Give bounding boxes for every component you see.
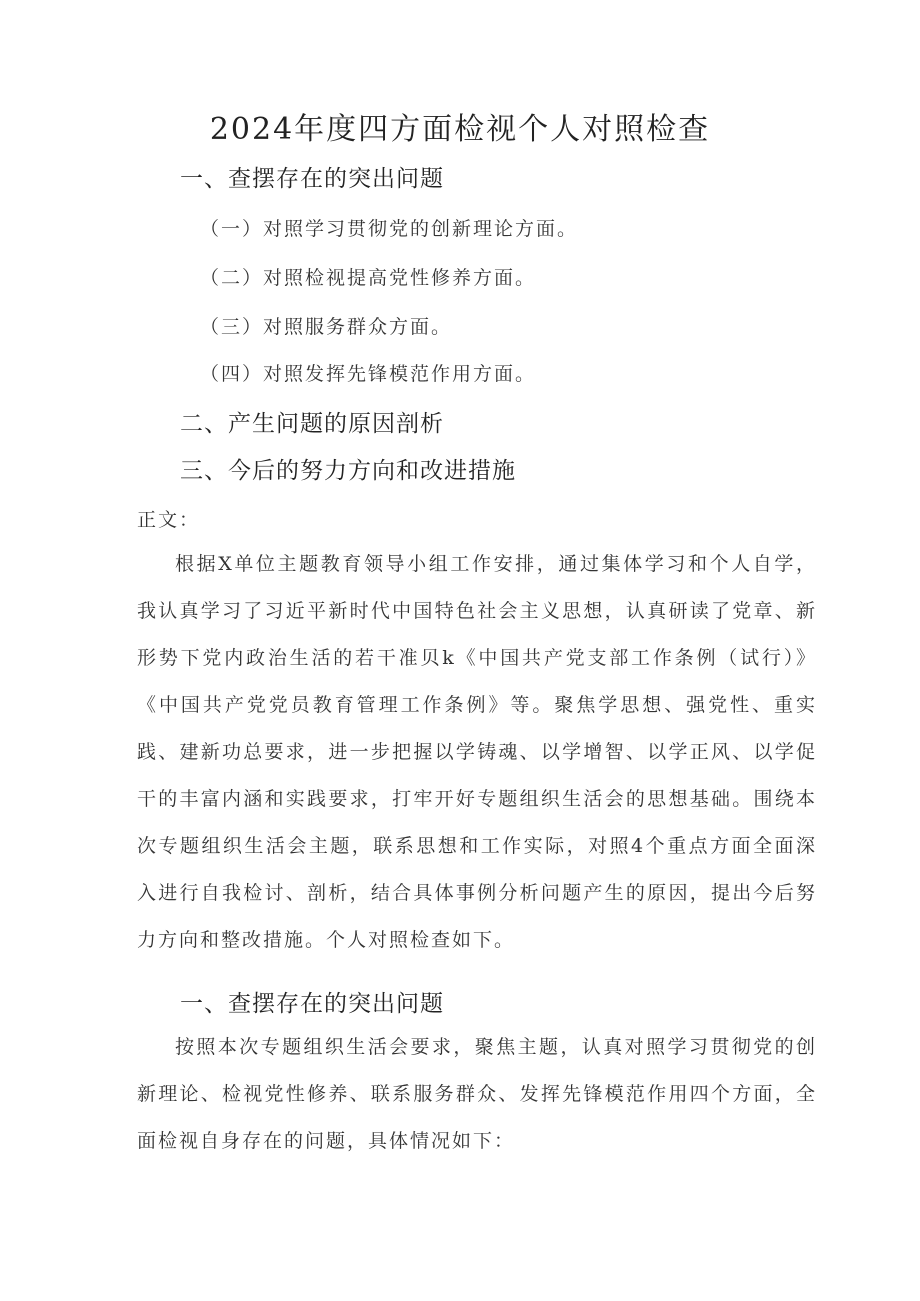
outline-section-1: 一、查摆存在的突出问题 — [180, 166, 444, 192]
body-section-1-heading: 一、查摆存在的突出问题 — [180, 991, 444, 1017]
outline-section-2: 二、产生问题的原因剖析 — [180, 411, 444, 437]
outline-item-2: （二）对照检视提高党性修养方面。 — [200, 267, 537, 289]
outline-item-4: （四）对照发挥先锋模范作用方面。 — [200, 363, 537, 385]
outline-section-3: 三、今后的努力方向和改进措施 — [180, 458, 516, 484]
intro-paragraph: 根据X单位主题教育领导小组工作安排，通过集体学习和个人自学，我认真学习了习近平新时代中国特色社会主义思想，认真研读了党章、新形势下党内政治生活的若干准贝k《中国共产党支部工作条例（试行）》《中国共产党党员教育管理工作条例》等。聚焦学思想、强党性、重实践、建新功总要求，进一步把握以学铸魂、以学增智、以学正风、以学促干的丰富内涵和实践要求，打牢开好专题组织生活会的思想基础。围绕本次专题组织生活会主题，联系思想和工作实际，对照4个重点方面全面深入进行自我检讨、剖析，结合具体事例分析问题产生的原因，提出今后努力方向和整改措施。个人对照检查如下。 — [137, 553, 817, 951]
outline-item-1: （一）对照学习贯彻党的创新理论方面。 — [200, 218, 579, 240]
body-label: 正文： — [137, 509, 201, 531]
document-title: 2024年度四方面检视个人对照检查 — [209, 112, 711, 147]
body-paragraph-2: 按照本次专题组织生活会要求，聚焦主题，认真对照学习贯彻党的创新理论、检视党性修养、联系服务群众、发挥先锋模范作用四个方面，全面检视自身存在的问题，具体情况如下： — [137, 1036, 817, 1152]
outline-item-3: （三）对照服务群众方面。 — [200, 316, 453, 338]
